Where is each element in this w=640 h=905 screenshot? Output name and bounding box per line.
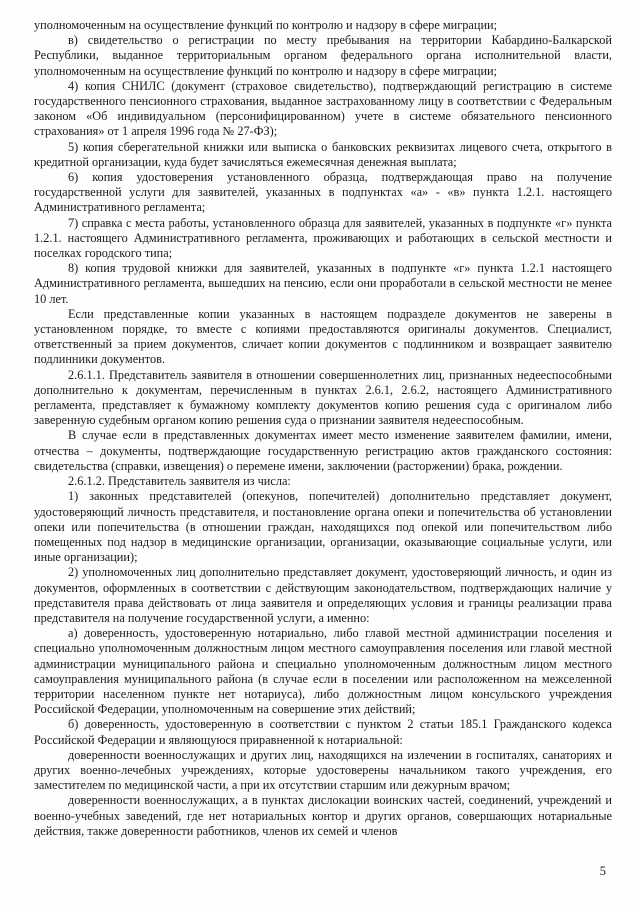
- paragraph-item-a: а) доверенность, удостоверенную нотариально, либо главой местной администрации поселения и специально уполномоченным должностным лицом местного самоуправления поселения или главой местной администрации муниципального района и специально уполномоченным должностным лицом местного самоуправления муниципального района (в случае если в поселении или расположенном на межселенной территории населенном пункте нет нотариуса), либо должностным лицом консульского учреждения Российской Федерации, уполномоченным на совершение этих действий;: [34, 626, 612, 717]
- paragraph-item-4: 4) копия СНИЛС (документ (страховое свидетельство), подтверждающий регистрацию в системе государственного пенсионного страхования, выданное застрахованному лицу в соответствии с Федеральным законом «Об индивидуальном (персонифицированном) учете в системе обязательного пенсионного страхования» от 1 апреля 1996 года № 27-ФЗ);: [34, 78, 612, 139]
- paragraph-copies-note: Если представленные копии указанных в настоящем подразделе документов не заверены в установленном порядке, то вместе с копиями предоставляются оригиналы документов. Специалист, ответственный за прием документов, сличает копии документов с подлинником и возвращает заявителю подлинники документов.: [34, 306, 612, 367]
- paragraph-2-6-1-1: 2.6.1.1. Представитель заявителя в отношении совершеннолетних лиц, признанных недееспособными дополнительно к документам, перечисленным в пунктах 2.6.1, 2.6.2, настоящего Административного регламента, представляет к бумажному комплекту документов копию решения суда с оригиналом либо заверенную судебным органом копию решения суда о признании заявителя недееспособным.: [34, 367, 612, 428]
- document-body: [34, 18, 612, 839]
- paragraph-item-5: 5) копия сберегательной книжки или выписка о банковских реквизитах лицевого счета, открытого в кредитной организации, куда будет зачисляться ежемесячная денежная выплата;: [34, 139, 612, 169]
- paragraph-continuation: уполномоченным на осуществление функций по контролю и надзору в сфере миграции;: [34, 18, 498, 32]
- paragraph-item-6: 6) копия удостоверения установленного образца, подтверждающая право на получение государственной услуги для заявителей, указанных в подпунктах «а» - «в» пункта 1.2.1. настоящего Административного регламента;: [34, 170, 612, 215]
- paragraph-item-8: 8) копия трудовой книжки для заявителей, указанных в подпункте «г» пункта 1.2.1 настоящего Административного регламента, вышедших на пенсию, если они проработали в сельской местности не менее 10 лет.: [34, 261, 612, 306]
- paragraph-military-units: доверенности военнослужащих, а в пунктах дислокации воинских частей, соединений, учреждений и военно-учебных заведений, где нет нотариальных контор и других органов, совершающих нотариальные действия, также доверенности работников, членов их семей и членов: [34, 793, 612, 838]
- paragraph-name-change: В случае если в представленных документах имеет место изменение заявителем фамилии, имени, отчества – документы, подтверждающие государственную регистрацию актов гражданского состояния: свидетельства (справки, извещения) о перемене имени, заключении (расторжении) брака, рождении.: [34, 428, 612, 473]
- paragraph-item-v: в) свидетельство о регистрации по месту пребывания на территории Кабардино-Балкарской Республики, выданное территориальным органом федерального органа исполнительной власти, уполномоченным на осуществление функций по контролю и надзору в сфере миграции;: [34, 33, 612, 78]
- paragraph-authorized-persons: 2) уполномоченных лиц дополнительно представляет документ, удостоверяющий личность, и один из документов, оформленных в соответствии с действующим законодательством, подтверждающих наличие у представителя права действовать от лица заявителя и определяющих условия и границы реализации права представителя на получение государственной услуги, а именно:: [34, 565, 612, 625]
- page-number: 5: [599, 864, 606, 878]
- paragraph-item-7: 7) справка с места работы, установленного образца для заявителей, указанных в подпункте «г» пункта 1.2.1. настоящего Административного регламента, проживающих и работающих в сельской местности и поселках городского типа;: [34, 215, 612, 261]
- paragraph-2-6-1-2: 2.6.1.2. Представитель заявителя из числа:: [68, 474, 291, 489]
- paragraph-legal-representatives: 1) законных представителей (опекунов, попечителей) дополнительно представляет документ, удостоверяющий личность представителя, и постановление органа опеки и попечительства об установлении опеки или попечительства (в отношении граждан, находящихся под опекой или попечительством либо помещенных под надзор в медицинские организации, организации, оказывающие социальные услуги, или иные организации);: [34, 489, 612, 565]
- paragraph-military-hospitals: доверенности военнослужащих и других лиц, находящихся на излечении в госпиталях, санаториях и других военно-лечебных учреждениях, которые удостоверены начальником такого учреждения, его заместителем по медицинской части, а при их отсутствии старшим или дежурным врачом;: [34, 747, 612, 793]
- paragraph-item-b: б) доверенность, удостоверенную в соответствии с пунктом 2 статьи 185.1 Гражданского кодекса Российской Федерации и являющуюся приравненной к нотариальной:: [34, 717, 612, 747]
